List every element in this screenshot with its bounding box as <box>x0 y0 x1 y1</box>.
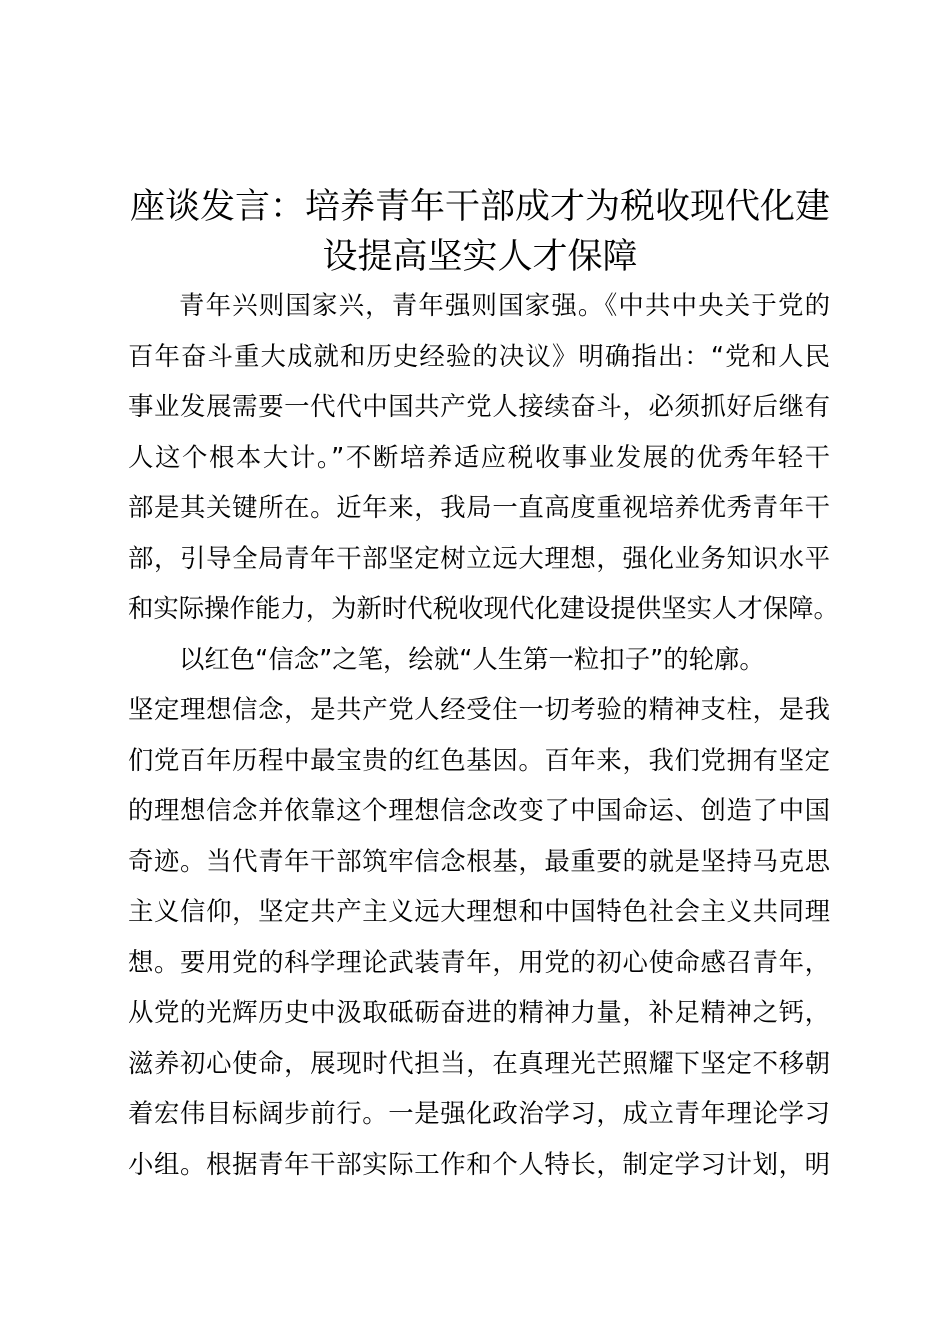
document-body <box>128 280 839 1189</box>
paragraph-2-line-1: 以红色“信念”之笔，绘就“人生第一粒扣子”的轮廓。 <box>179 643 765 674</box>
document-title <box>110 182 850 282</box>
title-line-1: 座谈发言：培养青年干部成才为税收现代化建 <box>129 187 830 227</box>
paragraph-1-line-2: 百年奋斗重大成就和历史经验的决议》明确指出：“党和人民 <box>128 340 830 371</box>
paragraph-2-line-2: 坚定理想信念，是共产党人经受住一切考验的精神支柱，是我 <box>128 694 830 724</box>
paragraph-1-line-6: 部，引导全局青年干部坚定树立远大理想，强化业务知识水平 <box>128 542 830 573</box>
paragraph-2-line-9: 滋养初心使命，展现时代担当，在真理光芒照耀下坚定不移朝 <box>128 1047 830 1078</box>
paragraph-1-line-1: 青年兴则国家兴，青年强则国家强。《中共中央关于党的 <box>179 290 830 320</box>
paragraph-2-line-11: 小组。根据青年干部实际工作和个人特长，制定学习计划，明 <box>128 1148 830 1179</box>
paragraph-2-line-5: 奇迹。当代青年干部筑牢信念根基，最重要的就是坚持马克思 <box>128 845 830 876</box>
paragraph-2-line-7: 想。要用党的科学理论武装青年，用党的初心使命感召青年， <box>128 946 830 977</box>
paragraph-1-line-3: 事业发展需要一代代中国共产党人接续奋斗，必须抓好后继有 <box>128 391 830 421</box>
paragraph-2-line-6: 主义信仰，坚定共产主义远大理想和中国特色社会主义共同理 <box>128 896 830 926</box>
paragraph-2-line-8: 从党的光辉历史中汲取砥砺奋进的精神力量，补足精神之钙， <box>128 997 830 1027</box>
paragraph-2-line-10: 着宏伟目标阔步前行。一是强化政治学习，成立青年理论学习 <box>128 1098 830 1128</box>
paragraph-1-line-7: 和实际操作能力，为新时代税收现代化建设提供坚实人才保障。 <box>128 593 839 623</box>
paragraph-2-line-3: 们党百年历程中最宝贵的红色基因。百年来，我们党拥有坚定 <box>128 744 830 775</box>
title-line-2: 设提高坚实人才保障 <box>322 237 638 277</box>
paragraph-1-line-5: 部是其关键所在。近年来，我局一直高度重视培养优秀青年干 <box>128 492 830 522</box>
paragraph-1-line-4: 人这个根本大计。”不断培养适应税收事业发展的优秀年轻干 <box>128 441 830 472</box>
paragraph-2-line-4: 的理想信念并依靠这个理想信念改变了中国命运、创造了中国 <box>128 795 830 825</box>
